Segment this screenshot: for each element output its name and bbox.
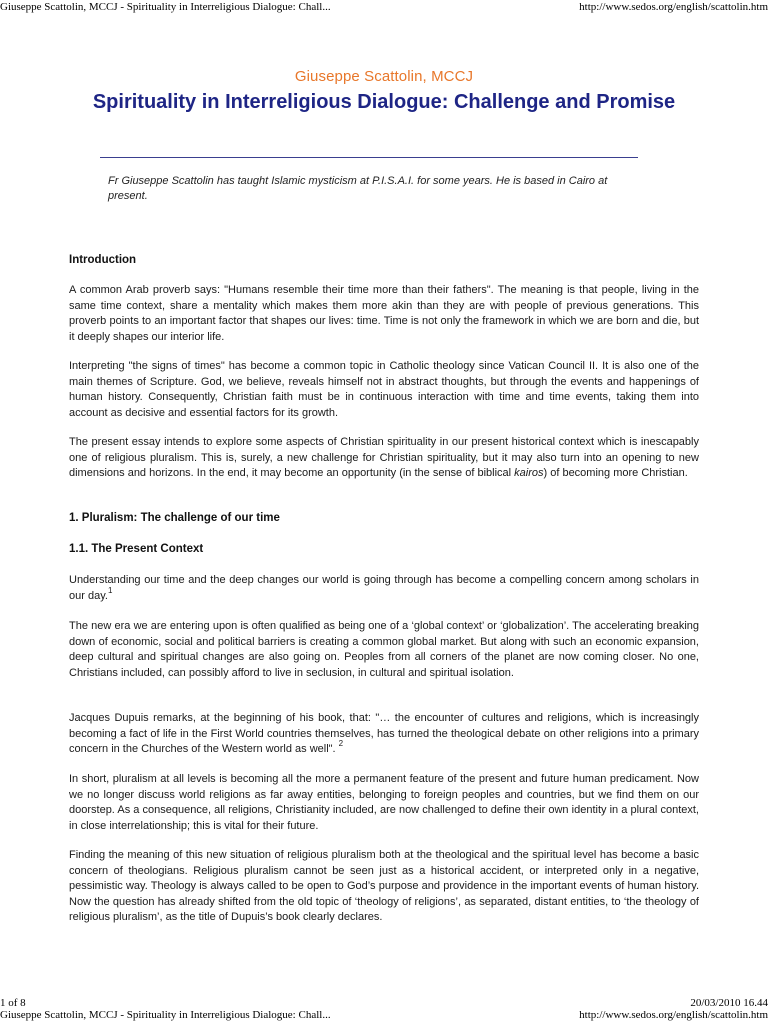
footnote-1-ref[interactable]: 1 [107,585,113,595]
print-footer-url: http://www.sedos.org/english/scattolin.htm [579,1009,768,1021]
paragraph-1-text: A common Arab proverb says: "Humans resemble their time more than their fathers". The meaning is that people, living in the same time context, share a mentality which makes them more akin than they are with people of previous generations. This proverb points to an important factor that shapes our lives: time. Time is not only the framework in which we are born and die, but it deeply shapes our interior life. [69,284,699,343]
print-footer-title: Giuseppe Scattolin, MCCJ - Spirituality in Interreligious Dialogue: Chall... [0,1009,331,1021]
paragraph-8-text: Finding the meaning of this new situation of religious pluralism both at the theological and the spiritual level has become a basic concern of theologians. Religious pluralism cannot be seen just as a historical accident, or interpreted only in a negative, pessimistic way. Theology is always called to be open to God’s purpose and providence in the important events of human history. Now the question has already shifted from the old topic of ‘theology of religions’, as separated, distant entities, to ‘the theology of religious pluralism’, as the title of Dupuis’s book clearly declares. [69,849,699,923]
section-1-1-heading-block [69,542,699,557]
page-number: 1 of 8 [0,997,26,1009]
paragraph-2 [69,359,699,421]
print-footer [0,996,768,1021]
print-datetime: 20/03/2010 16.44 [690,997,768,1009]
author-bio: Fr Giuseppe Scattolin has taught Islamic mysticism at P.I.S.A.I. for some years. He is based in Cairo at present. [108,175,608,202]
paragraph-5 [69,619,699,681]
paragraph-3 [69,435,699,482]
paragraph-8 [69,848,699,926]
paragraph-4-text [69,573,699,604]
paragraph-2-text: Interpreting "the signs of times" has become a common topic in Catholic theology since Vatican Council II. It is also one of the main themes of Scripture. God, we believe, reveals himself not in abstract thoughts, but through the events and happenings of human history. Consequently, Christian faith must be in continuous interaction with time and time events, taking them into account as decisive and essential factors for its growth. [69,360,699,419]
paragraph-6-text [69,711,699,758]
article-author: Giuseppe Scattolin, MCCJ [294,68,474,85]
section-1-heading-block [69,511,699,526]
paragraph-3-text [69,435,699,482]
paragraph-5-text: The new era we are entering upon is often qualified as being one of a ‘global context’ or ‘globalization’. The accelerating breaking down of economic, social and political barriers is creating a common global market. But along with such an economic expansion, deep cultural and spiritual changes are also going on. Peoples from all corners of the planet are now coming closer. No one, Christians included, can possibly afford to live in seclusion, in cultural and spiritual isolation. [69,620,699,679]
paragraph-7 [69,772,699,834]
paragraph-4-body: Understanding our time and the deep changes our world is going through has become a compelling concern among scholars in our day. [69,574,699,602]
intro-heading: Introduction [69,254,137,266]
print-header [0,0,768,14]
paragraph-3-part-b: ) of becoming more Christian. [543,467,688,479]
footnote-2-ref[interactable]: 2 [338,739,344,749]
print-header-title: Giuseppe Scattolin, MCCJ - Spirituality in Interreligious Dialogue: Chall... [0,1,331,13]
kairos-term: kairos [514,467,544,479]
section-1-1-heading: 1.1. The Present Context [69,543,204,555]
paragraph-6-body: Jacques Dupuis remarks, at the beginning of his book, that: "… the encounter of cultures and religions, which is increasingly becoming a fact of life in the First World countries themselves, has turned the theological debate on other religions into a primary concern in the Churches of the Western world as well". [69,712,699,755]
intro-heading-block [69,253,699,268]
article-title: Spirituality in Interreligious Dialogue: Challenge and Promise [92,91,676,113]
paragraph-6 [69,711,699,758]
paragraph-4 [69,573,699,604]
section-1-heading: 1. Pluralism: The challenge of our time [69,512,280,524]
paragraph-3-part-a: The present essay intends to explore some aspects of Christian spirituality in our present historical context which is inescapably one of religious pluralism. This is, surely, a new challenge for Christian spirituality, but it may also turn into an opening to new dimensions and horizons. In the end, it may become an opportunity (in the sense of biblical [69,436,699,479]
paragraph-7-text: In short, pluralism at all levels is becoming all the more a permanent feature of the present and future human predicament. Now we no longer discuss world religions as far away entities, belonging to foreign peoples and countries, but we find them on our doorstep. As a consequence, all religions, Christianity included, are now challenged to define their own identity in a plural context, in close interrelationship; this is vital for their future. [69,773,699,832]
title-divider [100,157,638,158]
print-header-url: http://www.sedos.org/english/scattolin.htm [579,1,768,13]
paragraph-1 [69,283,699,345]
